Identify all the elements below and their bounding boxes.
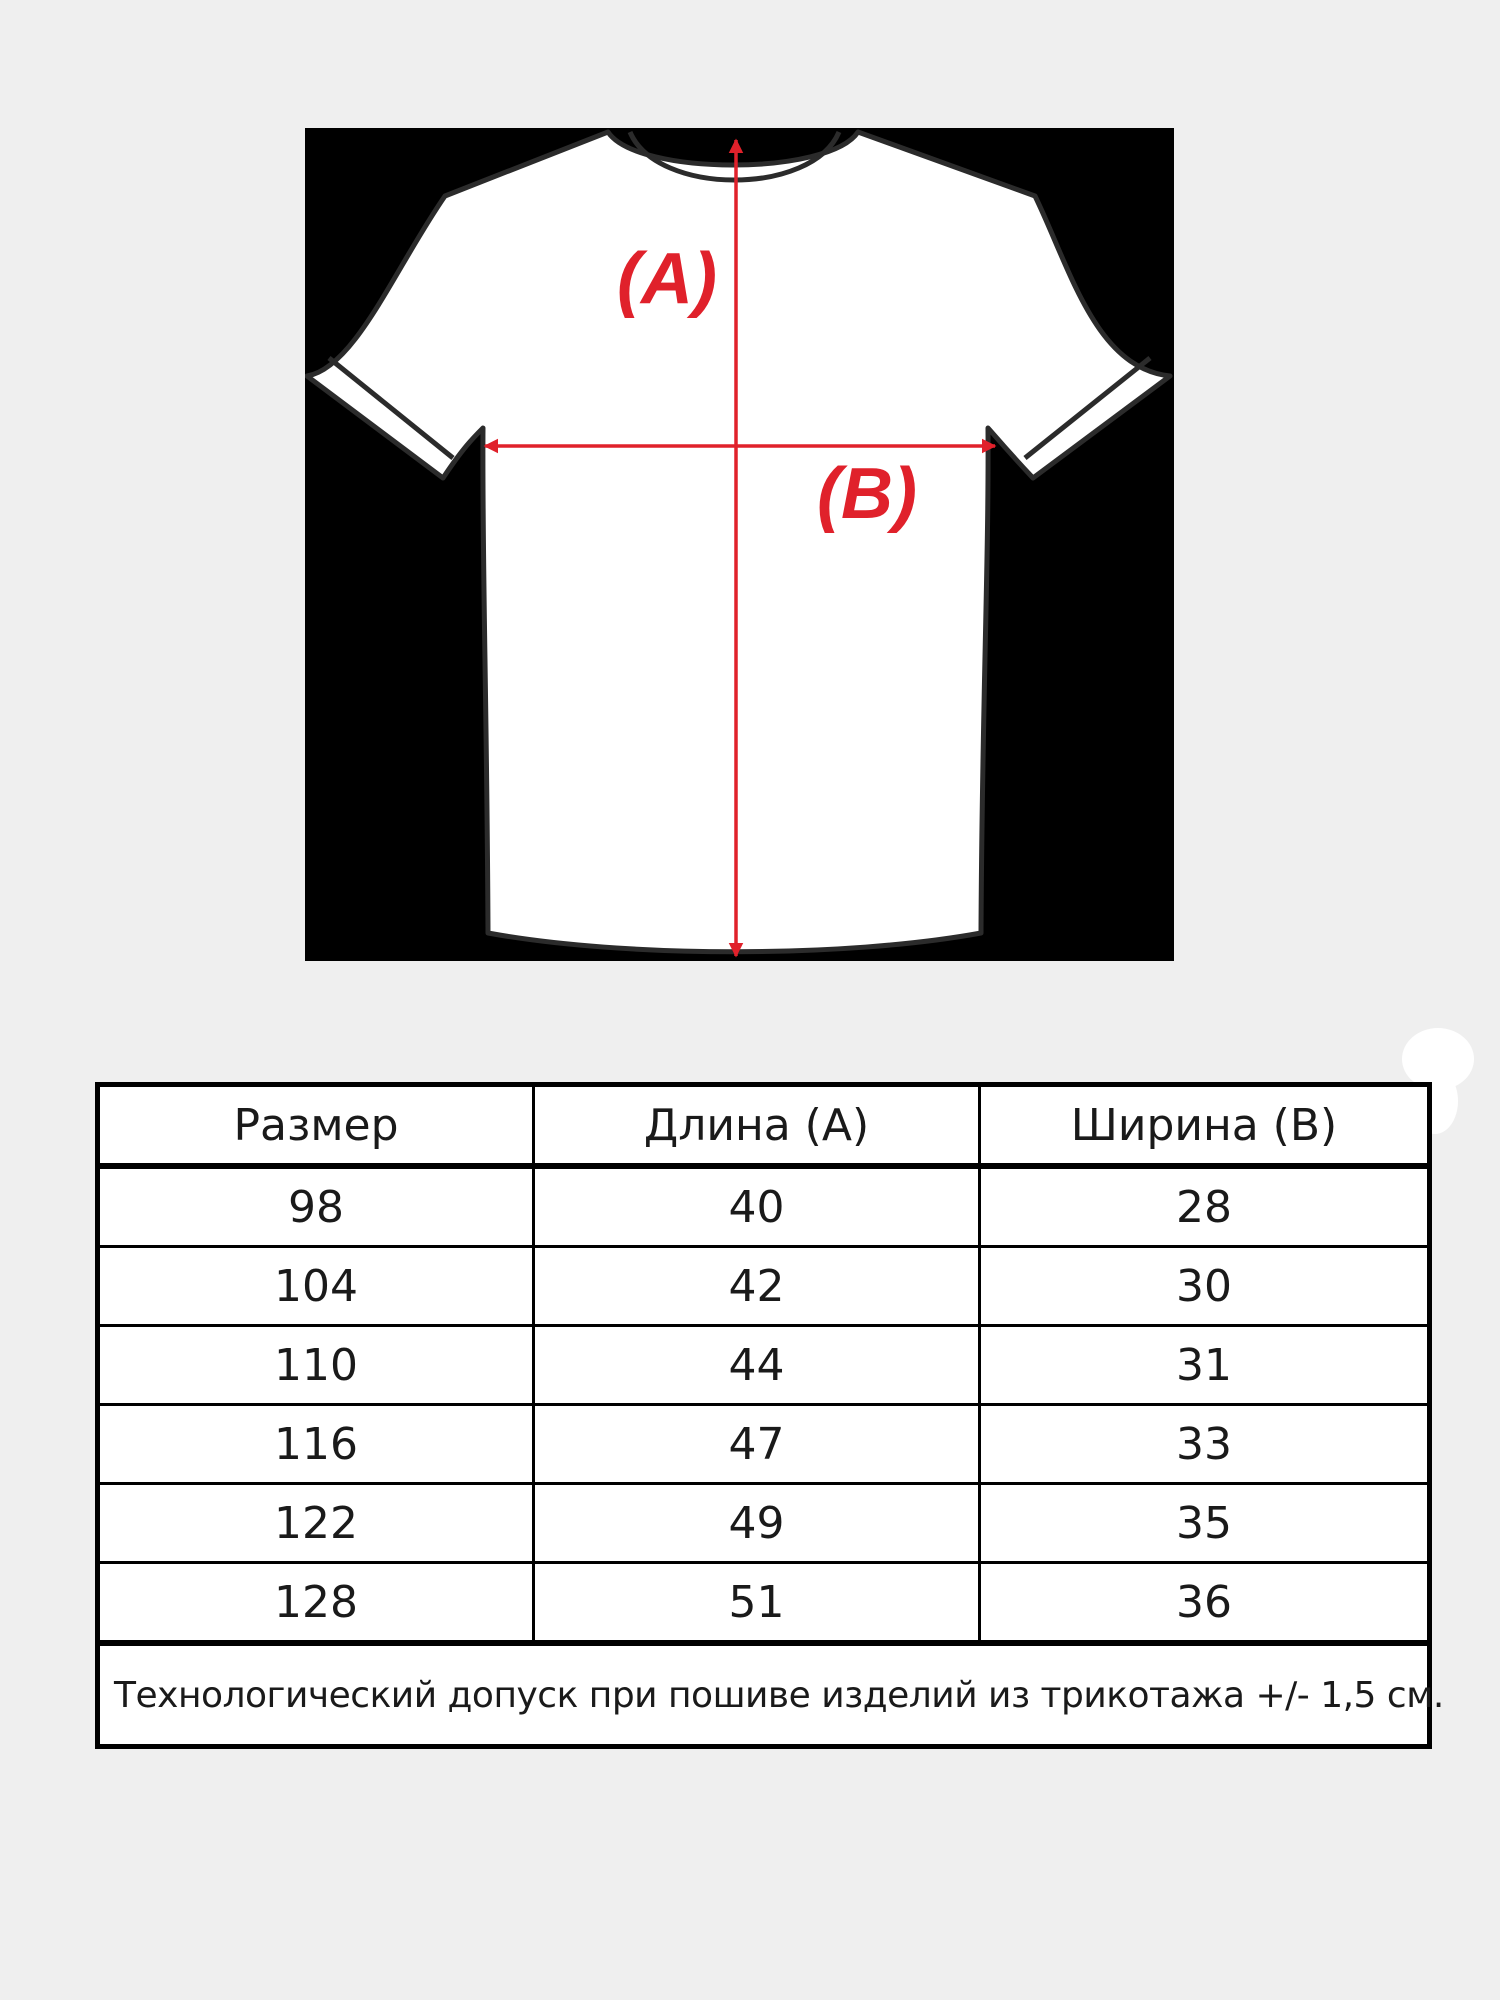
- table-row: [98, 1166, 1430, 1247]
- cell-width: 28: [980, 1166, 1430, 1247]
- cell-size: 104: [98, 1247, 534, 1326]
- cell-size: 128: [98, 1563, 534, 1644]
- cell-width: 36: [980, 1563, 1430, 1644]
- cell-size: 116: [98, 1405, 534, 1484]
- cell-size: 110: [98, 1326, 534, 1405]
- table-row: [98, 1563, 1430, 1644]
- cell-width: 30: [980, 1247, 1430, 1326]
- cell-length: 47: [534, 1405, 980, 1484]
- table-header-row: [98, 1085, 1430, 1167]
- table-row: [98, 1405, 1430, 1484]
- cell-length: 40: [534, 1166, 980, 1247]
- size-chart-table: [95, 1082, 1444, 1749]
- length-label: (A): [617, 239, 717, 319]
- header-size: Размер: [98, 1085, 534, 1167]
- cell-size: 122: [98, 1484, 534, 1563]
- cell-width: 31: [980, 1326, 1430, 1405]
- cell-length: 42: [534, 1247, 980, 1326]
- table-row: [98, 1484, 1430, 1563]
- cell-length: 51: [534, 1563, 980, 1644]
- header-length: Длина (А): [534, 1085, 980, 1167]
- tolerance-note: Технологический допуск при пошиве изделий из трикотажа +/- 1,5 см.: [98, 1643, 1430, 1747]
- tshirt-diagram-svg: [305, 128, 1174, 961]
- cell-length: 44: [534, 1326, 980, 1405]
- cell-size: 98: [98, 1166, 534, 1247]
- width-label: (B): [817, 454, 917, 534]
- table-row: [98, 1326, 1430, 1405]
- header-width: Ширина (В): [980, 1085, 1430, 1167]
- tshirt-body: [307, 132, 1170, 952]
- table-row: [98, 1247, 1430, 1326]
- cell-width: 33: [980, 1405, 1430, 1484]
- cell-length: 49: [534, 1484, 980, 1563]
- tshirt-measurement-diagram: [305, 128, 1174, 961]
- cell-width: 35: [980, 1484, 1430, 1563]
- tolerance-note-row: [98, 1643, 1430, 1747]
